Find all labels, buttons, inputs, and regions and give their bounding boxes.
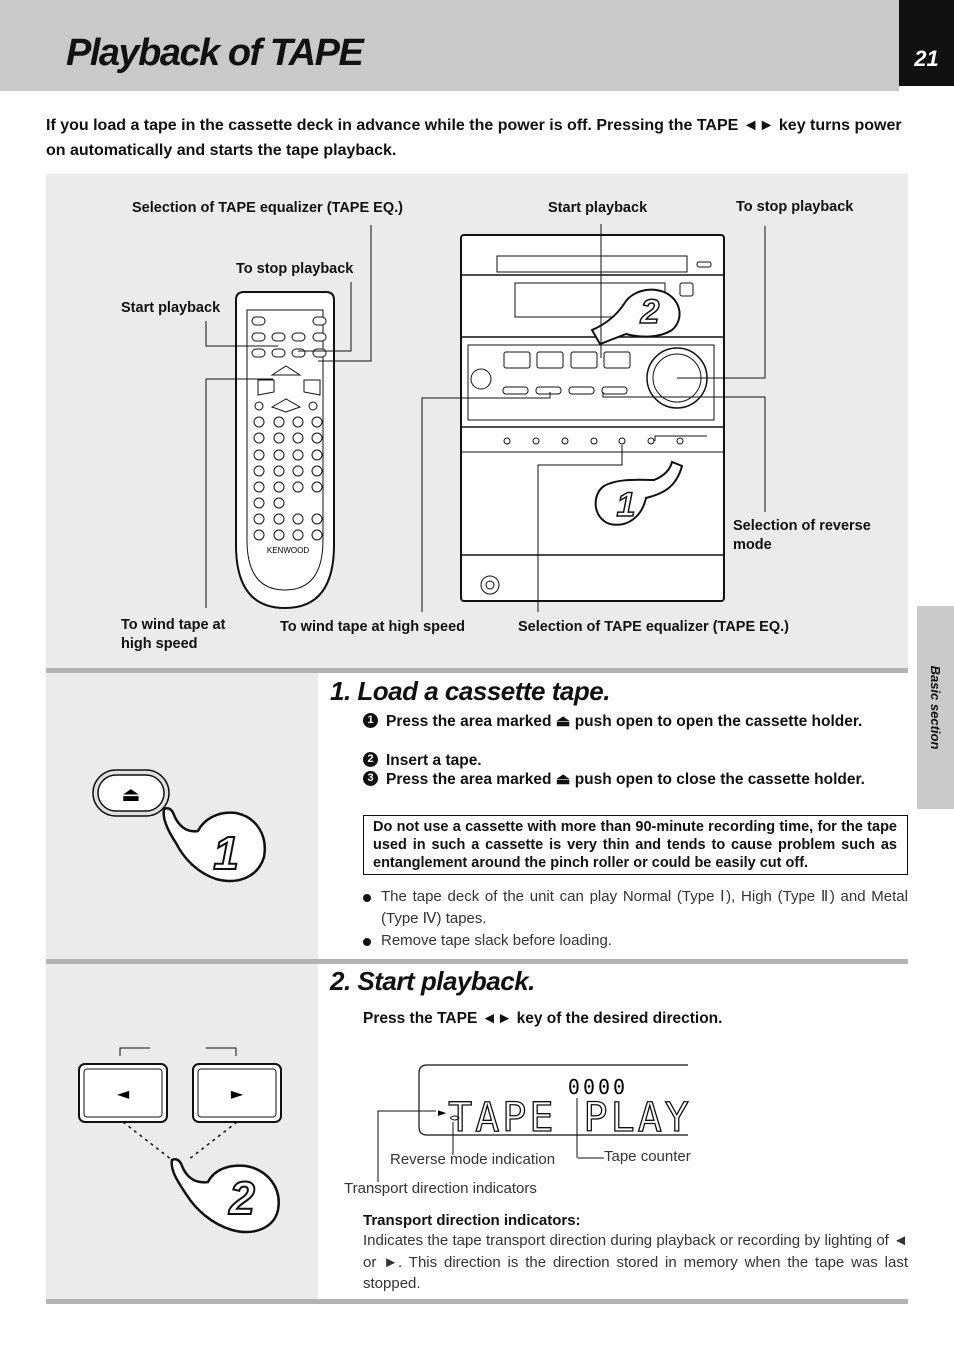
step1-substep-1 — [363, 712, 899, 731]
intro-text: If you load a tape in the cassette deck in advance while the power is off. Pressing the TAPE ◄► key turns power on automatically and starts the tape playback. — [46, 117, 902, 159]
step1-substep-3 — [363, 770, 899, 789]
callout-remote-wind: To wind tape at high speed — [121, 617, 226, 652]
stereo-unit-illustration — [461, 235, 724, 601]
callout-remote-start: Start playback — [121, 300, 221, 316]
step1-illustration — [46, 673, 318, 959]
bullet-dot — [363, 894, 371, 902]
substep-number: 3 — [363, 771, 378, 786]
step2-title-text: Start playback. — [357, 966, 535, 996]
step1-title — [330, 676, 610, 707]
svg-text:2: 2 — [229, 1172, 255, 1224]
tape-forward-key-icon: ► — [230, 1084, 244, 1103]
substep-text: Insert a tape. — [386, 752, 482, 769]
remote-control-illustration — [236, 292, 334, 608]
step1-number: 1. — [330, 676, 351, 706]
callout-unit-start: Start playback — [548, 200, 648, 216]
side-tab-label: Basic section — [928, 665, 943, 750]
substep-text: Press the area marked ⏏ push open to open the cassette holder. — [386, 713, 863, 730]
svg-text:1: 1 — [213, 827, 239, 879]
label-reverse-mode: Reverse mode indication — [390, 1151, 556, 1168]
eject-icon: ⏏ — [121, 782, 141, 806]
display-tape-play-text: TAPE PLAY — [448, 1095, 692, 1141]
svg-text:1: 1 — [616, 486, 636, 524]
tape-counter-readout: 0000 — [567, 1075, 629, 1099]
substep-number: 1 — [363, 713, 378, 728]
direction-indicator-icon: ► — [438, 1106, 447, 1119]
hand-pointer-icon-step1 — [164, 808, 265, 881]
callout-remote-tape-eq: Selection of TAPE equalizer (TAPE EQ.) — [132, 200, 403, 216]
step2-title — [330, 966, 535, 997]
page-title: Playback of TAPE — [66, 32, 363, 74]
note-text: Remove tape slack before loading. — [381, 932, 612, 949]
label-tape-counter: Tape counter — [604, 1148, 691, 1165]
callout-unit-wind: To wind tape at high speed — [280, 619, 466, 635]
bullet-dot — [363, 938, 371, 946]
substep-text: Press the area marked ⏏ push open to close the cassette holder. — [386, 771, 865, 788]
warning-box: Do not use a cassette with more than 90-minute recording time, for the tape used in such a cassette is very thin and tends to cause problem such as entanglement around the pinch roller or could be easily cut off. — [363, 815, 908, 875]
step1-note-slack — [363, 930, 908, 952]
note-text: The tape deck of the unit can play Normal (Type Ⅰ), High (Type Ⅱ) and Metal (Type Ⅳ) tapes. — [381, 888, 908, 927]
step1-substep-2 — [363, 751, 899, 770]
step2-number: 2. — [330, 966, 351, 996]
remote-brand-logo: KENWOOD — [266, 546, 310, 555]
callout-remote-stop: To stop playback — [236, 261, 354, 277]
tape-reverse-key-icon: ◄ — [116, 1084, 130, 1103]
step1-title-text: Load a cassette tape. — [357, 676, 610, 706]
callout-unit-stop: To stop playback — [736, 199, 854, 215]
label-transport-direction: Transport direction indicators — [344, 1180, 537, 1197]
page-number: 21 — [914, 46, 939, 71]
step2-instruction: Press the TAPE ◄► key of the desired direction. — [363, 1010, 723, 1027]
svg-text:2: 2 — [640, 293, 660, 331]
step1-note-tape-types — [363, 886, 908, 930]
callout-unit-tape-eq: Selection of TAPE equalizer (TAPE EQ.) — [518, 619, 789, 635]
side-tab — [917, 606, 954, 809]
transport-heading: Transport direction indicators: — [363, 1212, 581, 1229]
section-divider-bottom — [46, 1299, 908, 1304]
callout-unit-reverse: Selection of reverse mode — [733, 518, 871, 553]
transport-body: Indicates the tape transport direction during playback or recording by lighting of ◄ or ►. This direction is the direction stored in memory when the tape was last stopped. — [363, 1232, 908, 1292]
substep-number: 2 — [363, 752, 378, 767]
